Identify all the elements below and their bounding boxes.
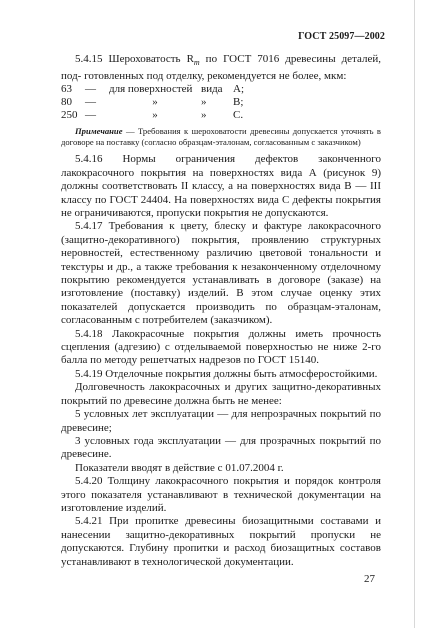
- durability-text: Долговечность лакокрасочных и других защитно-декоративных покрытий по древесине должна быть не менее:: [61, 381, 381, 407]
- table-text: »: [152, 95, 158, 108]
- roughness-table: [61, 83, 281, 121]
- table-row: [61, 83, 281, 96]
- standard-header: ГОСТ 25097—2002: [298, 31, 385, 42]
- durability-opaque: 5 условных лет эксплуатации — для непрозрачных покрытий по древесине;: [61, 408, 381, 434]
- table-dash: —: [85, 95, 96, 108]
- scan-edge-line: [414, 0, 415, 628]
- table-value: 250: [61, 108, 78, 121]
- subscript-m: m: [193, 58, 200, 68]
- clause-5-4-21: 5.4.21 При пропитке древесины биозащитными составами и нанесении защитно-декоративных покрытий пропуски не допускаются. Глубину пропитки и расход биозащитных составов устанавливают в технологической документации.: [61, 515, 381, 568]
- table-word: вида: [201, 83, 223, 95]
- table-kind: С.: [233, 108, 244, 121]
- table-word: »: [201, 108, 207, 121]
- table-word: »: [201, 95, 207, 108]
- table-text: для поверхностей: [109, 83, 193, 95]
- note: [61, 126, 381, 148]
- table-dash: —: [85, 83, 96, 95]
- clause-5-4-20: 5.4.20 Толщину лакокрасочного покрытия и порядок контроля этого показателя устанавливают в технической документации на изготовление изделий.: [61, 475, 381, 514]
- table-row: [61, 109, 281, 122]
- table-value: 63: [61, 83, 72, 95]
- page-number: 27: [364, 573, 375, 585]
- clause-5-4-15-line2: готовленных под отделку, рекомендуется не более, мкм:: [84, 69, 347, 82]
- note-text: — Требования к шероховатости древесины допускается уточнять в договоре на поставку (согласно образцам-эталонам, согласованным с заказчиком): [61, 126, 381, 148]
- document-body: [61, 53, 381, 569]
- clause-5-4-16: 5.4.16 Нормы ограничения дефектов законченного лакокрасочного покрытия на поверхностях вида А (рисунок 9) должны соответствовать II классу, а на поверхностях вида В — III классу по ГОСТ 24404. На поверхностях вида С дефекты покрытия не ограничиваются, пропуски покрытия не допускаются.: [61, 153, 381, 220]
- effective-date: Показатели вводят в действие с 01.07.2004 г.: [75, 461, 284, 474]
- table-value: 80: [61, 95, 72, 108]
- note-label: Примечание: [75, 126, 123, 137]
- clause-5-4-17: 5.4.17 Требования к цвету, блеску и фактуре лакокрасочного (защитно-декоративного) покрытия, проявлению структурных неровностей, естественному различию цветовой тональности и текстуры и др., а также требования к незаконченному отделочному покрытию рекомендуется устанавливать в договоре (заказе) на изготовление (поставку) изделий. В этом случае оценку этих показателей допускается производить по образцам-эталонам, согласованным с потребителем (заказчиком).: [61, 220, 381, 327]
- table-kind: А;: [233, 83, 244, 95]
- table-text: »: [152, 108, 158, 121]
- table-kind: В;: [233, 95, 244, 108]
- durability-transparent: 3 условных года эксплуатации — для прозрачных покрытий по древесине.: [61, 434, 381, 461]
- clause-5-4-15-rest: по ГОСТ 7016 древесины деталей, под-: [61, 53, 381, 82]
- clause-5-4-15-start: 5.4.15 Шероховатость R: [75, 53, 194, 65]
- clause-5-4-19: 5.4.19 Отделочные покрытия должны быть атмосферостойкими.: [75, 367, 378, 380]
- clause-5-4-15: [61, 53, 381, 83]
- clause-5-4-18: 5.4.18 Лакокрасочные покрытия должны иметь прочность сцепления (адгезию) с отделываемой поверхностью не ниже 2-го балла по методу решетчатых надрезов по ГОСТ 15140.: [61, 327, 381, 367]
- table-row: [61, 96, 281, 109]
- table-dash: —: [85, 108, 96, 121]
